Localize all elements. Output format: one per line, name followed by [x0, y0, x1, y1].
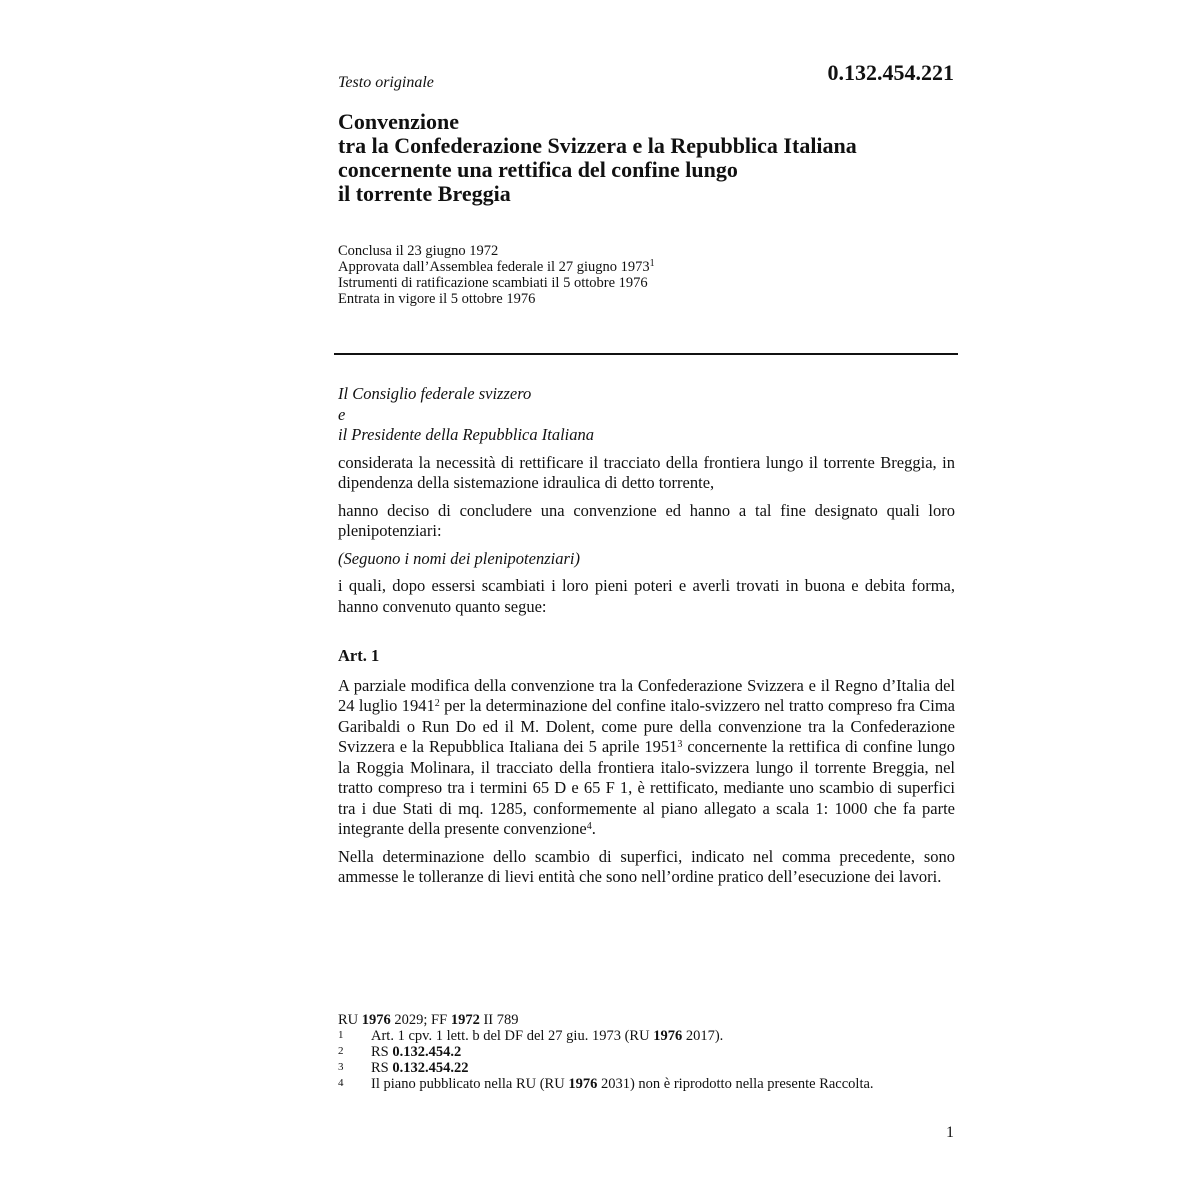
source-ru-year: 1976 [361, 1012, 391, 1028]
title-line-1: Convenzione [338, 109, 459, 134]
article-1-p1-part-d: . [591, 819, 596, 838]
meta-approved [338, 259, 655, 275]
preamble-paragraph-3: (Seguono i nomi dei plenipotenziari) [338, 548, 580, 568]
footnote-1-part-a: Art. 1 cpv. 1 lett. b del DF del 27 giu. 1973 (RU [371, 1028, 654, 1044]
article-1-p1-part-a: A parziale modifica della convenzione tra la Confederazione Svizzera e il Regno d’Italia del 24 luglio 1941 [338, 675, 955, 715]
meta-concluded: Conclusa il 23 giugno 1972 [338, 243, 499, 259]
sr-number: 0.132.454.221 [827, 60, 954, 85]
footnote-3 [338, 1060, 958, 1076]
source-ru-label: RU [338, 1012, 362, 1028]
footnote-ref-3: 3 [677, 739, 683, 750]
article-1-heading: Art. 1 [338, 646, 380, 665]
footnote-3-part-b: 0.132.454.22 [392, 1060, 469, 1076]
footnote-4-text [371, 1076, 874, 1092]
document-body [338, 384, 955, 888]
document-title [338, 110, 958, 206]
document-status: Testo originale [338, 74, 434, 91]
preamble-party-1: Il Consiglio federale svizzero [338, 384, 532, 403]
preamble-parties [338, 384, 955, 446]
footnote-ref-2: 2 [434, 698, 440, 709]
footnote-2 [338, 1044, 958, 1060]
source-ff-label: 2029; FF [390, 1012, 451, 1028]
footnote-1-text [371, 1028, 723, 1044]
footnote-4 [338, 1076, 958, 1092]
source-ff-page: II 789 [479, 1012, 519, 1028]
header-divider [334, 353, 958, 355]
footnote-4-part-b: 1976 [568, 1076, 598, 1092]
meta-in-force: Entrata in vigore il 5 ottobre 1976 [338, 291, 536, 307]
preamble-paragraph-2: hanno deciso di concludere una convenzione ed hanno a tal fine designato quali loro plenipotenziari: [338, 500, 955, 540]
title-line-3: concernente una rettifica del confine lungo [338, 157, 738, 182]
article-1-paragraph-1 [338, 676, 955, 840]
article-1-paragraph-2: Nella determinazione dello scambio di superfici, indicato nel comma precedente, sono ammesse le tolleranze di lievi entità che sono nell’ordine pratico dell’esecuzione dei lavori. [338, 846, 955, 886]
footnote-1 [338, 1028, 958, 1044]
title-line-2: tra la Confederazione Svizzera e la Repubblica Italiana [338, 133, 857, 158]
meta-approved-text: Approvata dall’Assemblea federale il 27 giugno 1973 [338, 259, 650, 275]
footnote-4-number: 4 [338, 1077, 344, 1089]
preamble-conjunction: e [338, 404, 346, 424]
article-1-p1-part-b: per la determinazione del confine italo-svizzero nel tratto compreso fra Cima Garibaldi o Run Do ed il M. Dolent, come pure della convenzione tra la Confederazione Svizzera e la Repubblica Italiana dei 5 aprile 1951 [338, 696, 955, 756]
preamble-party-2: il Presidente della Repubblica Italiana [338, 425, 594, 444]
footnote-4-part-a: Il piano pubblicato nella RU (RU [371, 1076, 569, 1092]
title-line-4: il torrente Breggia [338, 181, 511, 206]
source-reference [338, 1012, 958, 1028]
footnote-2-part-b: 0.132.454.2 [392, 1044, 462, 1060]
page-number: 1 [946, 1124, 954, 1141]
preamble-paragraph-4: i quali, dopo essersi scambiati i loro pieni poteri e averli trovati in buona e debita forma, hanno convenuto quanto segue: [338, 576, 955, 616]
source-ff-year: 1972 [450, 1012, 480, 1028]
footnotes [338, 1012, 958, 1092]
footnote-3-number: 3 [338, 1061, 344, 1073]
meta-ratification: Istrumenti di ratificazione scambiati il 5 ottobre 1976 [338, 275, 648, 291]
footnote-2-number: 2 [338, 1045, 344, 1057]
footnote-2-text [371, 1044, 461, 1060]
footnote-1-number: 1 [338, 1029, 344, 1041]
footnote-1-part-b: 1976 [653, 1028, 683, 1044]
document-metadata [338, 243, 655, 307]
footnote-4-part-c: 2031) non è riprodotto nella presente Raccolta. [597, 1076, 874, 1092]
footnote-2-part-a: RS [371, 1044, 393, 1060]
footnote-3-text [371, 1060, 469, 1076]
footnote-3-part-a: RS [371, 1060, 393, 1076]
preamble-paragraph-1: considerata la necessità di rettificare il tracciato della frontiera lungo il torrente Breggia, in dipendenza della sistemazione idraulica di detto torrente, [338, 452, 955, 492]
footnote-ref-4: 4 [586, 821, 592, 832]
footnote-ref-1: 1 [649, 258, 655, 269]
footnote-1-part-c: 2017). [682, 1028, 724, 1044]
article-1-p1-part-c: concernente la rettifica di confine lungo la Roggia Molinara, il tracciato della frontiera italo-svizzera lungo il torrente Breggia, nel tratto compreso tra i termini 65 D e 65 F 1, è rettificato, mediante uno scambio di superfici tra i due Stati di mq. 1285, conformemente al piano allegato a scala 1: 1000 che fa parte integrante della presente convenzione [338, 737, 955, 838]
